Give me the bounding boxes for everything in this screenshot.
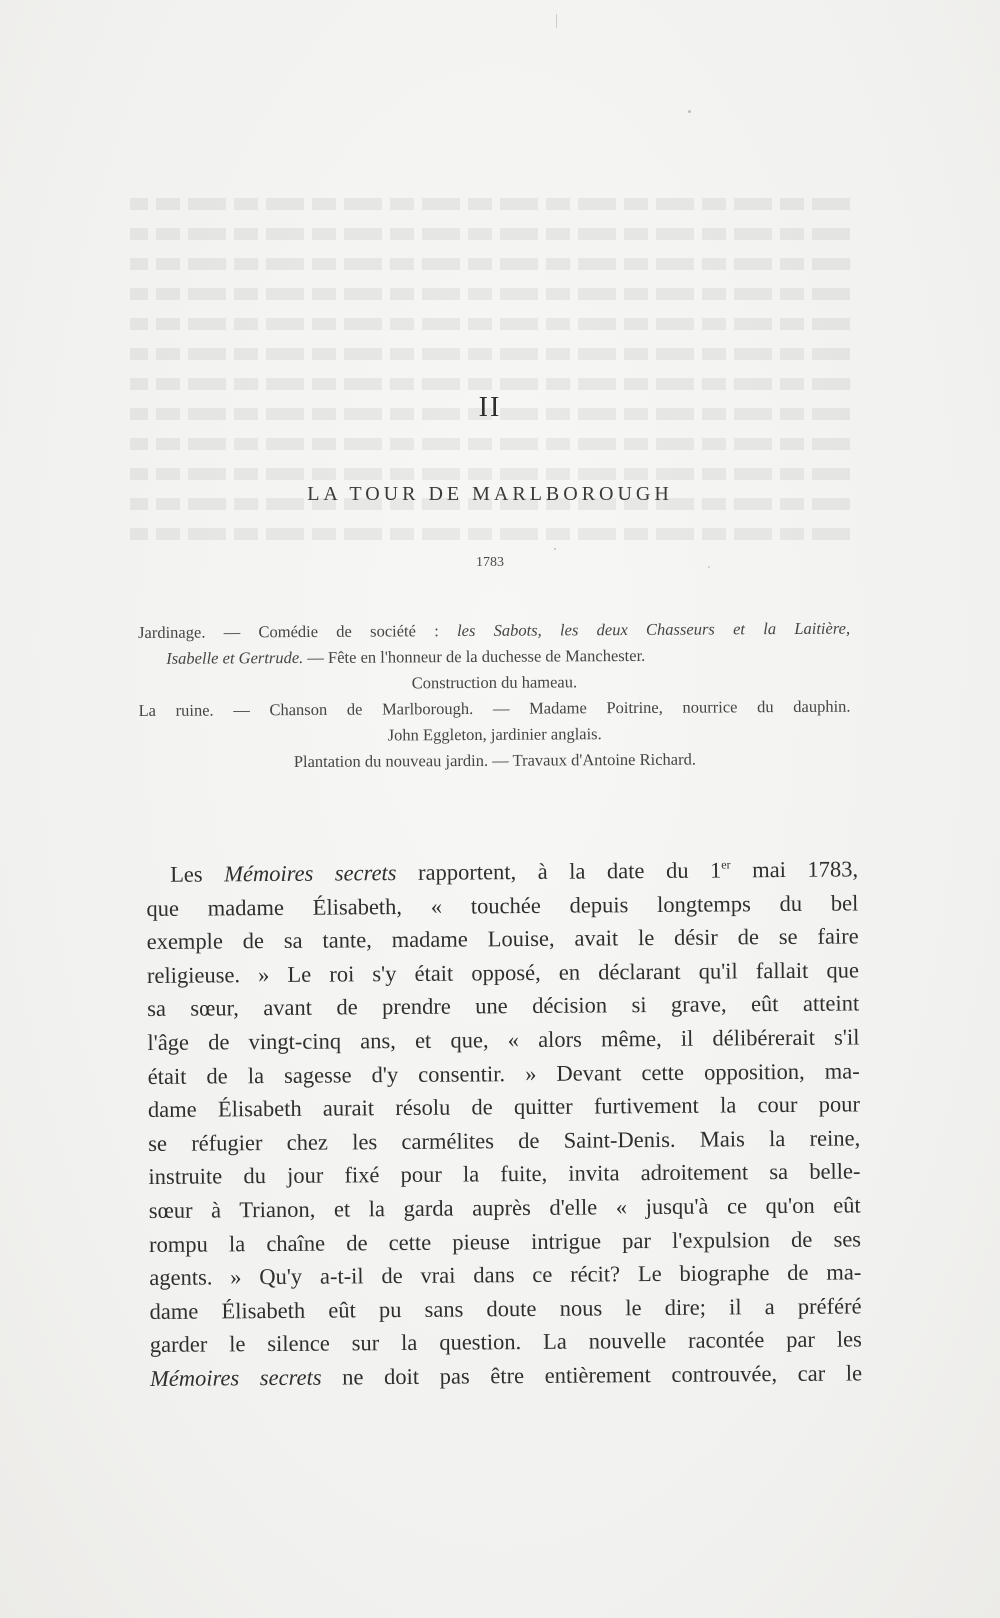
body-line: Les Mémoires secrets rapportent, à la date du 1er mai 1783, — [170, 856, 859, 887]
body-line: était de la sagesse d'y consentir. » Devant cette opposition, ma- — [147, 1057, 860, 1089]
body-paragraph — [146, 852, 862, 1395]
chapter-summary — [138, 616, 851, 776]
summary-line: John Eggleton, jardinier anglais. — [387, 724, 602, 745]
body-line: dame Élisabeth aurait résolu de quitter furtivement la cour pour — [147, 1091, 861, 1123]
reverse-page-bleed-through — [130, 180, 850, 600]
summary-line: Jardinage. — Comédie de société : les Sabots, les deux Chasseurs et la Laitière, — [138, 618, 851, 642]
body-line: sa sœur, avant de prendre une décision si grave, eût atteint — [147, 990, 860, 1022]
body-line: agents. » Qu'y a-t-il de vrai dans ce récit? Le biographe de ma- — [149, 1259, 862, 1291]
body-line: que madame Élisabeth, « touchée depuis longtemps du bel — [146, 890, 859, 921]
body-line: exemple de sa tante, madame Louise, avait le désir de se faire — [146, 923, 859, 955]
body-line: Mémoires secrets ne doit pas être entièrement controuvée, car le — [149, 1360, 863, 1391]
summary-line: Isabelle et Gertrude. — Fête en l'honneur de la duchesse de Manchester. — [166, 645, 646, 668]
body-line: instruite du jour fixé pour la fuite, invita adroitement sa belle- — [148, 1158, 861, 1190]
summary-line: Construction du hameau. — [411, 672, 578, 693]
body-line: religieuse. » Le roi s'y était opposé, en déclarant qu'il fallait que — [146, 957, 859, 988]
summary-line: La ruine. — Chanson de Marlborough. — Madame Poitrine, nourrice du dauphin. — [138, 696, 851, 720]
body-line: se réfugier chez les carmélites de Saint-Denis. Mais la reine, — [148, 1125, 861, 1156]
body-line: l'âge de vingt-cinq ans, et que, « alors même, il délibérerait s'il — [147, 1024, 860, 1055]
chapter-number: II — [478, 392, 502, 423]
body-line: rompu la chaîne de cette pieuse intrigue par l'expulsion de ses — [148, 1225, 862, 1257]
body-line: garder le silence sur la question. La nouvelle racontée par les — [149, 1326, 862, 1358]
chapter-title: LA TOUR DE MARLBOROUGH — [307, 483, 673, 505]
summary-line: Plantation du nouveau jardin. — Travaux d'Antoine Richard. — [293, 749, 696, 772]
chapter-year: 1783 — [476, 555, 504, 570]
body-line: dame Élisabeth eût pu sans doute nous le dire; il a préféré — [149, 1293, 862, 1324]
body-line: sœur à Trianon, et la garda auprès d'elle « jusqu'à ce qu'on eût — [148, 1192, 861, 1223]
